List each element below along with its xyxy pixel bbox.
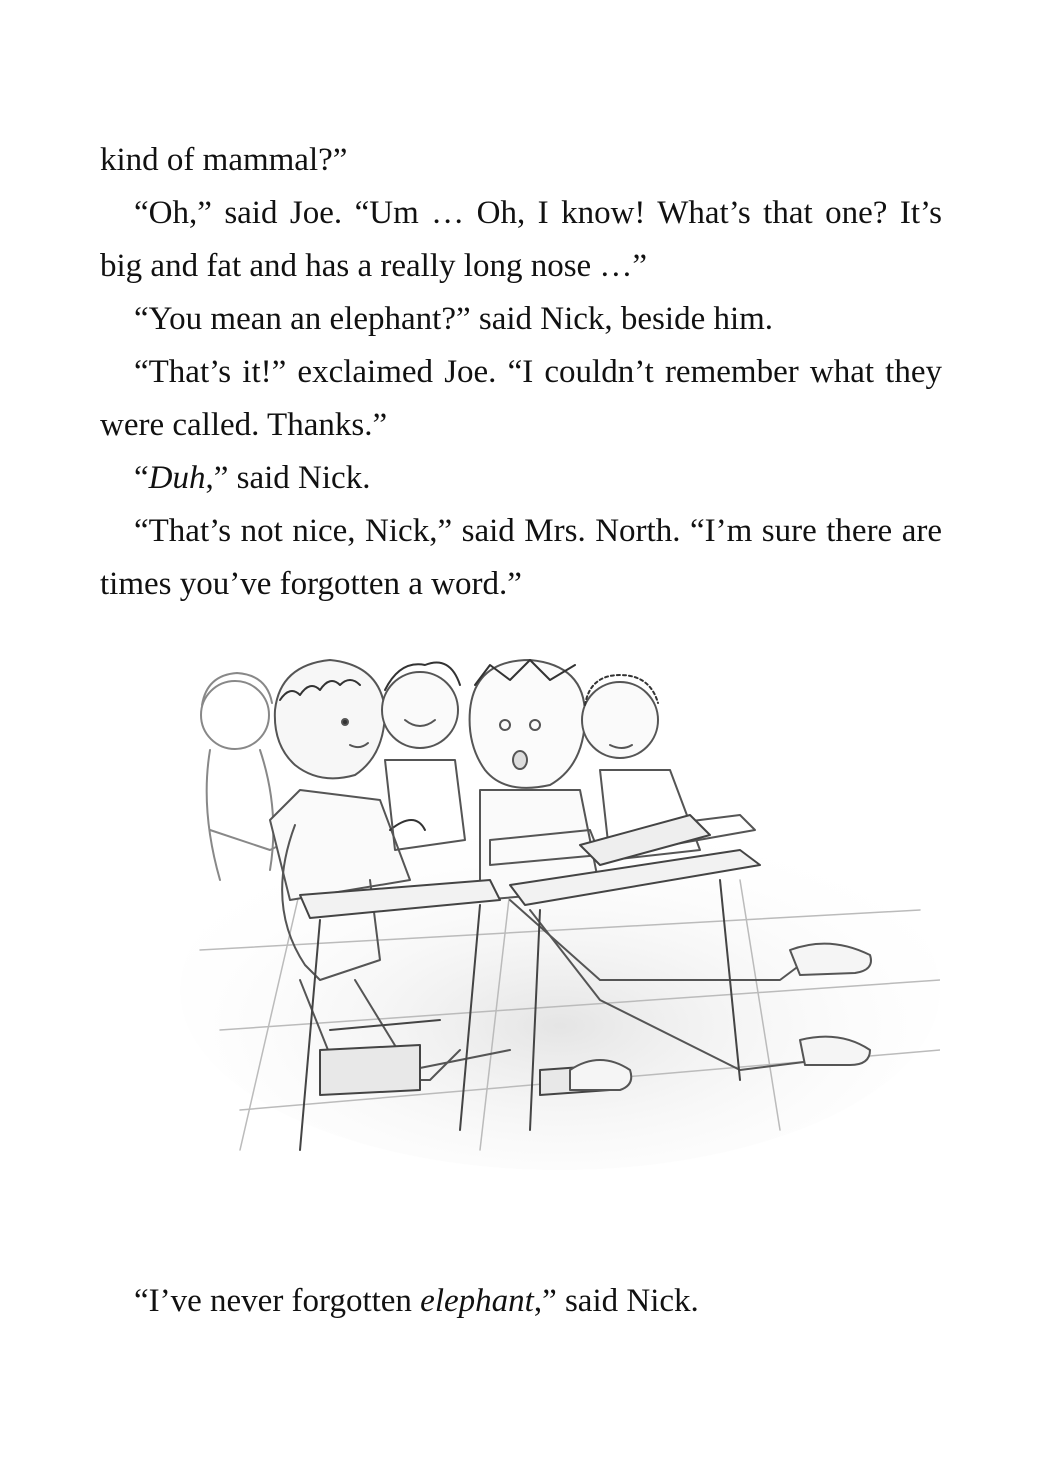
final-line-start: “I’ve never forgotten xyxy=(134,1283,421,1319)
final-line-italic: elephant xyxy=(420,1283,534,1319)
paragraph-joe-thanks: “That’s it!” exclaimed Joe. “I couldn’t remember what they were called. Thanks.” xyxy=(100,354,942,443)
final-line xyxy=(134,1275,699,1328)
duh-italic: Duh xyxy=(148,460,206,496)
duh-rest: ,” said Nick. xyxy=(205,460,371,496)
paragraph-continuation: kind of mammal?” xyxy=(100,142,348,178)
paragraph-nick-elephant: “You mean an elephant?” said Nick, beside him. xyxy=(134,301,774,337)
paragraph-duh xyxy=(100,452,942,505)
paragraph-mrs-north: “That’s not nice, Nick,” said Mrs. North. “I’m sure there are times you’ve forgotten a word.” xyxy=(100,513,942,602)
classroom-illustration xyxy=(180,650,940,1170)
paragraph-joe-nose: “Oh,” said Joe. “Um … Oh, I know! What’s that one? It’s big and fat and has a really long nose …” xyxy=(100,195,942,284)
final-line-end: ,” said Nick. xyxy=(533,1283,699,1319)
duh-quote-open: “ xyxy=(134,460,149,496)
body-text xyxy=(100,134,942,611)
